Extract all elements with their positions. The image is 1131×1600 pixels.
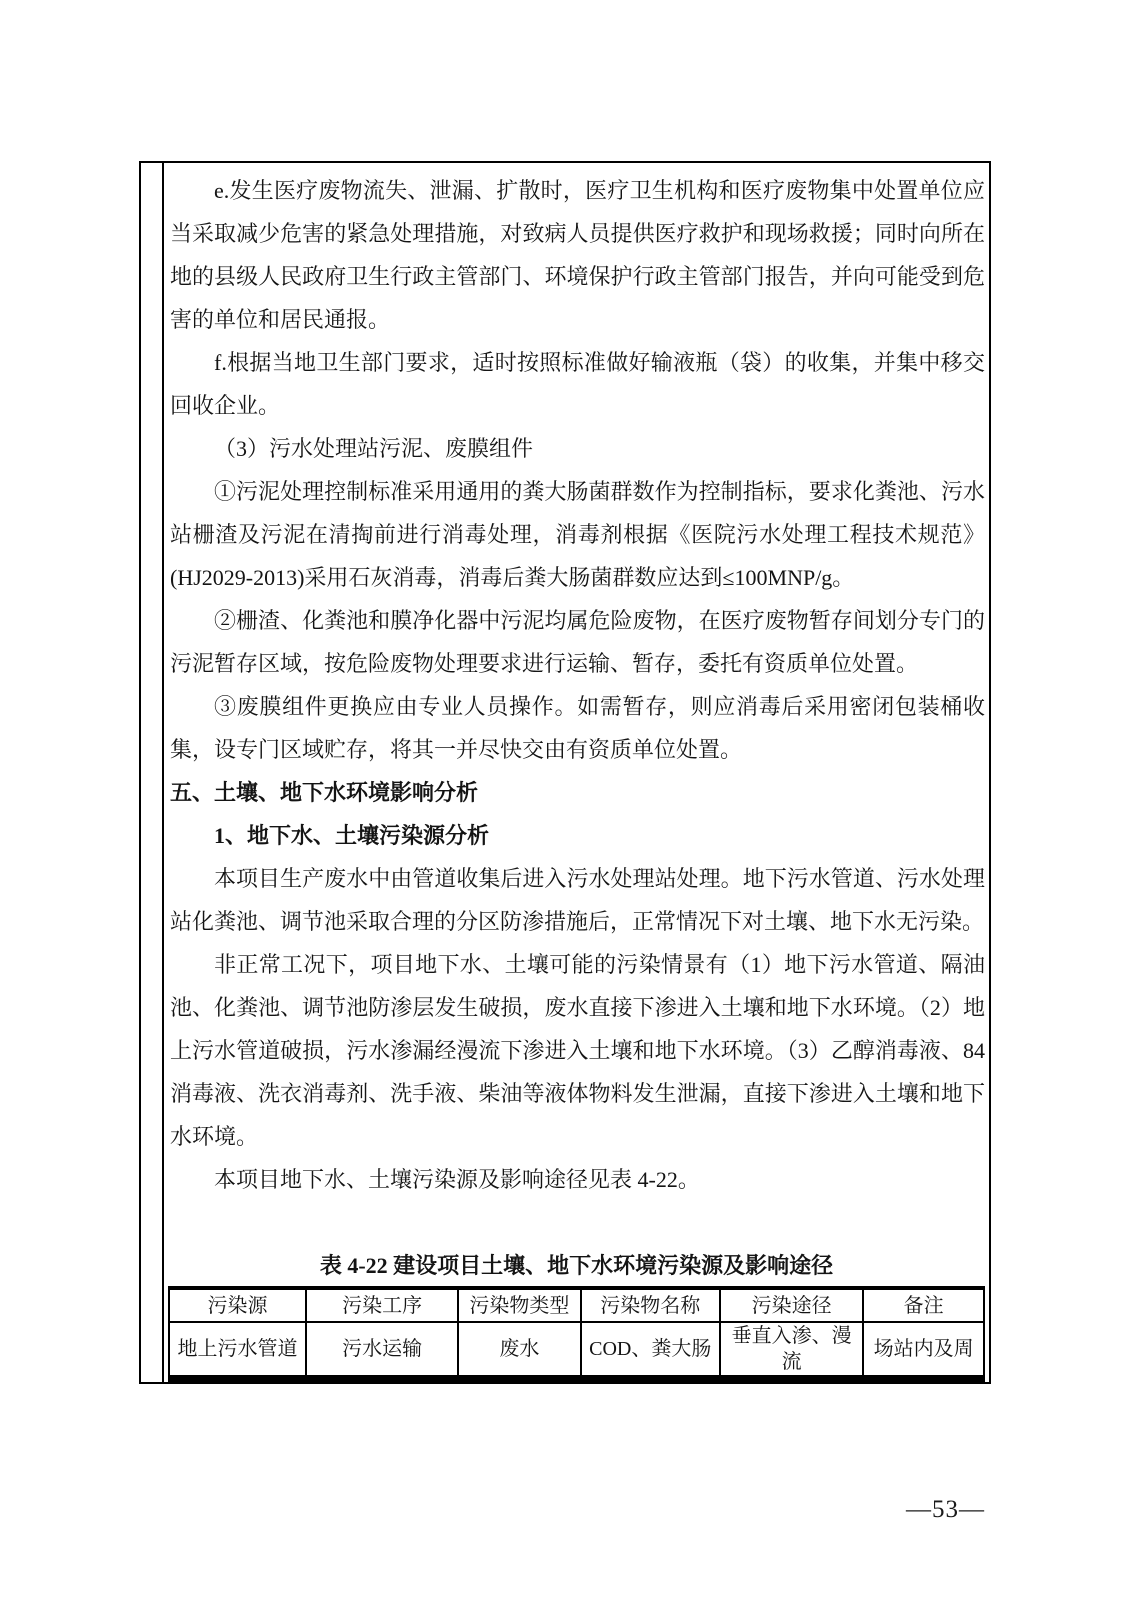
column-header-pollutant-name: 污染物名称 bbox=[581, 1288, 720, 1322]
text-column bbox=[170, 163, 985, 1201]
column-header-pollution-pathway: 污染途径 bbox=[720, 1288, 863, 1322]
cell-pollution-process: 污水运输 bbox=[306, 1322, 458, 1379]
paragraph-abnormal-condition: 非正常工况下，项目地下水、土壤可能的污染情景有（1）地下污水管道、隔油池、化粪池、调节池防渗层发生破损，废水直接下渗进入土壤和地下水环境。（2）地上污水管道破损，污水渗漏经漫流下渗进入土壤和地下水环境。（3）乙醇消毒液、84 消毒液、洗衣消毒剂、洗手液、柴油等液体物料发生泄漏，直接下渗进入土壤和地下水环境。 bbox=[170, 952, 985, 1149]
cell-pollutant-name: COD、粪大肠 bbox=[581, 1322, 720, 1379]
paragraph-normal-condition: 本项目生产废水中由管道收集后进入污水处理站处理。地下污水管道、污水处理站化粪池、调节池采取合理的分区防渗措施后，正常情况下对土壤、地下水无污染。 bbox=[170, 866, 985, 934]
column-header-pollution-process: 污染工序 bbox=[306, 1288, 458, 1322]
pollution-source-table bbox=[168, 1286, 985, 1382]
page-number: —53— bbox=[906, 1496, 985, 1523]
paragraph-sludge-3: ③废膜组件更换应由专业人员操作。如需暂存，则应消毒后采用密闭包装桶收集，设专门区域贮存，将其一并尽快交由有资质单位处置。 bbox=[170, 694, 985, 762]
table-header-row bbox=[169, 1288, 984, 1322]
cell-pollutant-type: 废水 bbox=[458, 1322, 580, 1379]
content-frame bbox=[139, 161, 991, 1384]
column-header-remarks: 备注 bbox=[863, 1288, 984, 1322]
table-row bbox=[169, 1322, 984, 1379]
section-heading-soil-groundwater: 五、土壤、地下水环境影响分析 bbox=[170, 780, 479, 805]
paragraph-table-reference: 本项目地下水、土壤污染源及影响途径见表 4-22。 bbox=[214, 1167, 700, 1192]
cell-remarks: 场站内及周 bbox=[863, 1322, 984, 1379]
paragraph-medical-waste-e: e.发生医疗废物流失、泄漏、扩散时，医疗卫生机构和医疗废物集中处置单位应当采取减少危害的紧急处理措施，对致病人员提供医疗救护和现场救援；同时向所在地的县级人民政府卫生行政主管部门、环境保护行政主管部门报告，并向可能受到危害的单位和居民通报。 bbox=[170, 178, 985, 332]
cell-pollution-pathway: 垂直入渗、漫流 bbox=[720, 1322, 863, 1379]
cell-pollution-source: 地上污水管道 bbox=[169, 1322, 306, 1379]
paragraph-medical-waste-f: f.根据当地卫生部门要求，适时按照标准做好输液瓶（袋）的收集，并集中移交回收企业。 bbox=[170, 350, 985, 418]
column-header-pollutant-type: 污染物类型 bbox=[458, 1288, 580, 1322]
subsection-heading-pollution-source: 1、地下水、土壤污染源分析 bbox=[214, 823, 490, 848]
paragraph-sludge-2: ②栅渣、化粪池和膜净化器中污泥均属危险废物，在医疗废物暂存间划分专门的污泥暂存区域，按危险废物处理要求进行运输、暂存，委托有资质单位处置。 bbox=[170, 608, 985, 676]
table-title: 表 4-22 建设项目土壤、地下水环境污染源及影响途径 bbox=[319, 1253, 834, 1278]
pollution-source-table-section bbox=[168, 1251, 985, 1382]
paragraph-sludge-subtitle: （3）污水处理站污泥、废膜组件 bbox=[214, 436, 534, 461]
left-gutter-divider bbox=[162, 163, 164, 1382]
paragraph-sludge-1: ①污泥处理控制标准采用通用的粪大肠菌群数作为控制指标，要求化粪池、污水站栅渣及污泥在清掏前进行消毒处理，消毒剂根据《医院污水处理工程技术规范》(HJ2029-2013)采用石灰消毒，消毒后粪大肠菌群数应达到≤100MNP/g。 bbox=[170, 479, 985, 590]
column-header-pollution-source: 污染源 bbox=[169, 1288, 306, 1322]
